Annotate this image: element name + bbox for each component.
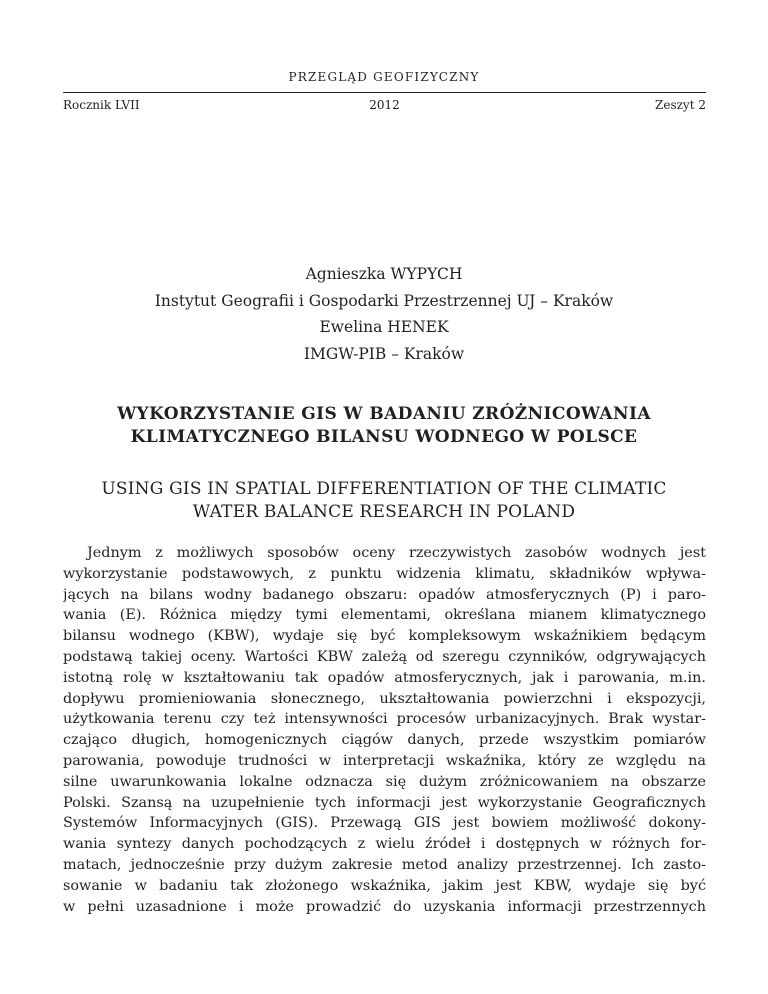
body-line: sowanie w badaniu tak złożonego wskaźnika, jakim jest KBW, wydaje się być [63,877,706,894]
volume-label: Rocznik LVII [63,98,140,112]
title-en-line: WATER BALANCE RESEARCH IN POLAND [192,502,576,522]
body-line: podstawą takiej oceny. Wartości KBW zależą od szeregu czynników, odgrywających [63,648,706,665]
author-affiliation-1: Instytut Geografii i Gospodarki Przestrzennej UJ – Kraków [154,291,614,310]
body-line: Polski. Szansą na uzupełnienie tych informacji jest wykorzystanie Geograficznych [63,794,706,811]
article-title-english [0,478,768,524]
body-line: Systemów Informacyjnych (GIS). Przewagą GIS jest bowiem możliwość dokony- [63,815,706,832]
body-line: dopływu promieniowania słonecznego, ukształtowania powierzchni i ekspozycji, [63,690,706,707]
journal-meta-row [63,98,706,116]
body-line: Jednym z możliwych sposobów oceny rzeczywistych zasobów wodnych jest [87,545,706,561]
title-pl-line: KLIMATYCZNEGO BILANSU WODNEGO W POLSCE [130,427,638,447]
body-line: wykorzystanie podstawowych, z punktu widzenia klimatu, składników wpływa- [63,565,706,582]
header-rule [63,92,706,93]
body-line: matach, jednocześnie przy dużym zakresie metod analizy przestrzennej. Ich zasto- [63,856,706,873]
body-line: użytkowania terenu czy też intensywności procesów urbanizacyjnych. Brak wystar- [63,711,706,728]
year-label: 2012 [369,98,400,112]
author-name-1: Agnieszka WYPYCH [305,265,463,283]
author-affiliation-2: IMGW-PIB – Kraków [303,344,465,363]
body-line: silne uwarunkowania lokalne odznacza się dużym zróżnicowaniem na obszarze [63,773,706,790]
title-pl-line: WYKORZYSTANIE GIS W BADANIU ZRÓŻNICOWANIA [117,404,651,424]
body-paragraph [63,543,706,917]
body-line: w pełni uzasadnione i może prowadzić do uzyskania informacji przestrzennych [63,898,706,915]
body-line: jących na bilans wodny badanego obszaru: opadów atmosferycznych (P) i paro- [63,586,706,603]
journal-title: PRZEGLĄD GEOFIZYCZNY [288,70,480,84]
body-line: czająco długich, homogenicznych ciągów danych, przede wszystkim pomiarów [63,732,706,749]
body-line: parowania, powoduje trudności w interpretacji wskaźnika, który ze względu na [63,752,706,769]
article-title-polish [0,403,768,449]
body-line: wania syntezy danych pochodzących z wielu źródeł i dostępnych w różnych for- [63,836,706,853]
body-line: istotną rolę w kształtowaniu tak opadów atmosferycznych, jak i parowania, m.in. [63,669,706,686]
issue-label: Zeszyt 2 [655,98,706,112]
body-line: bilansu wodnego (KBW), wydaje się być kompleksowym wskaźnikiem będącym [63,628,706,645]
author-name-2: Ewelina HENEK [319,318,449,336]
body-line: wania (E). Różnica między tymi elementami, określana mianem klimatycznego [63,607,706,624]
author-block [0,261,768,367]
title-en-line: USING GIS IN SPATIAL DIFFERENTIATION OF THE CLIMATIC [101,479,667,499]
